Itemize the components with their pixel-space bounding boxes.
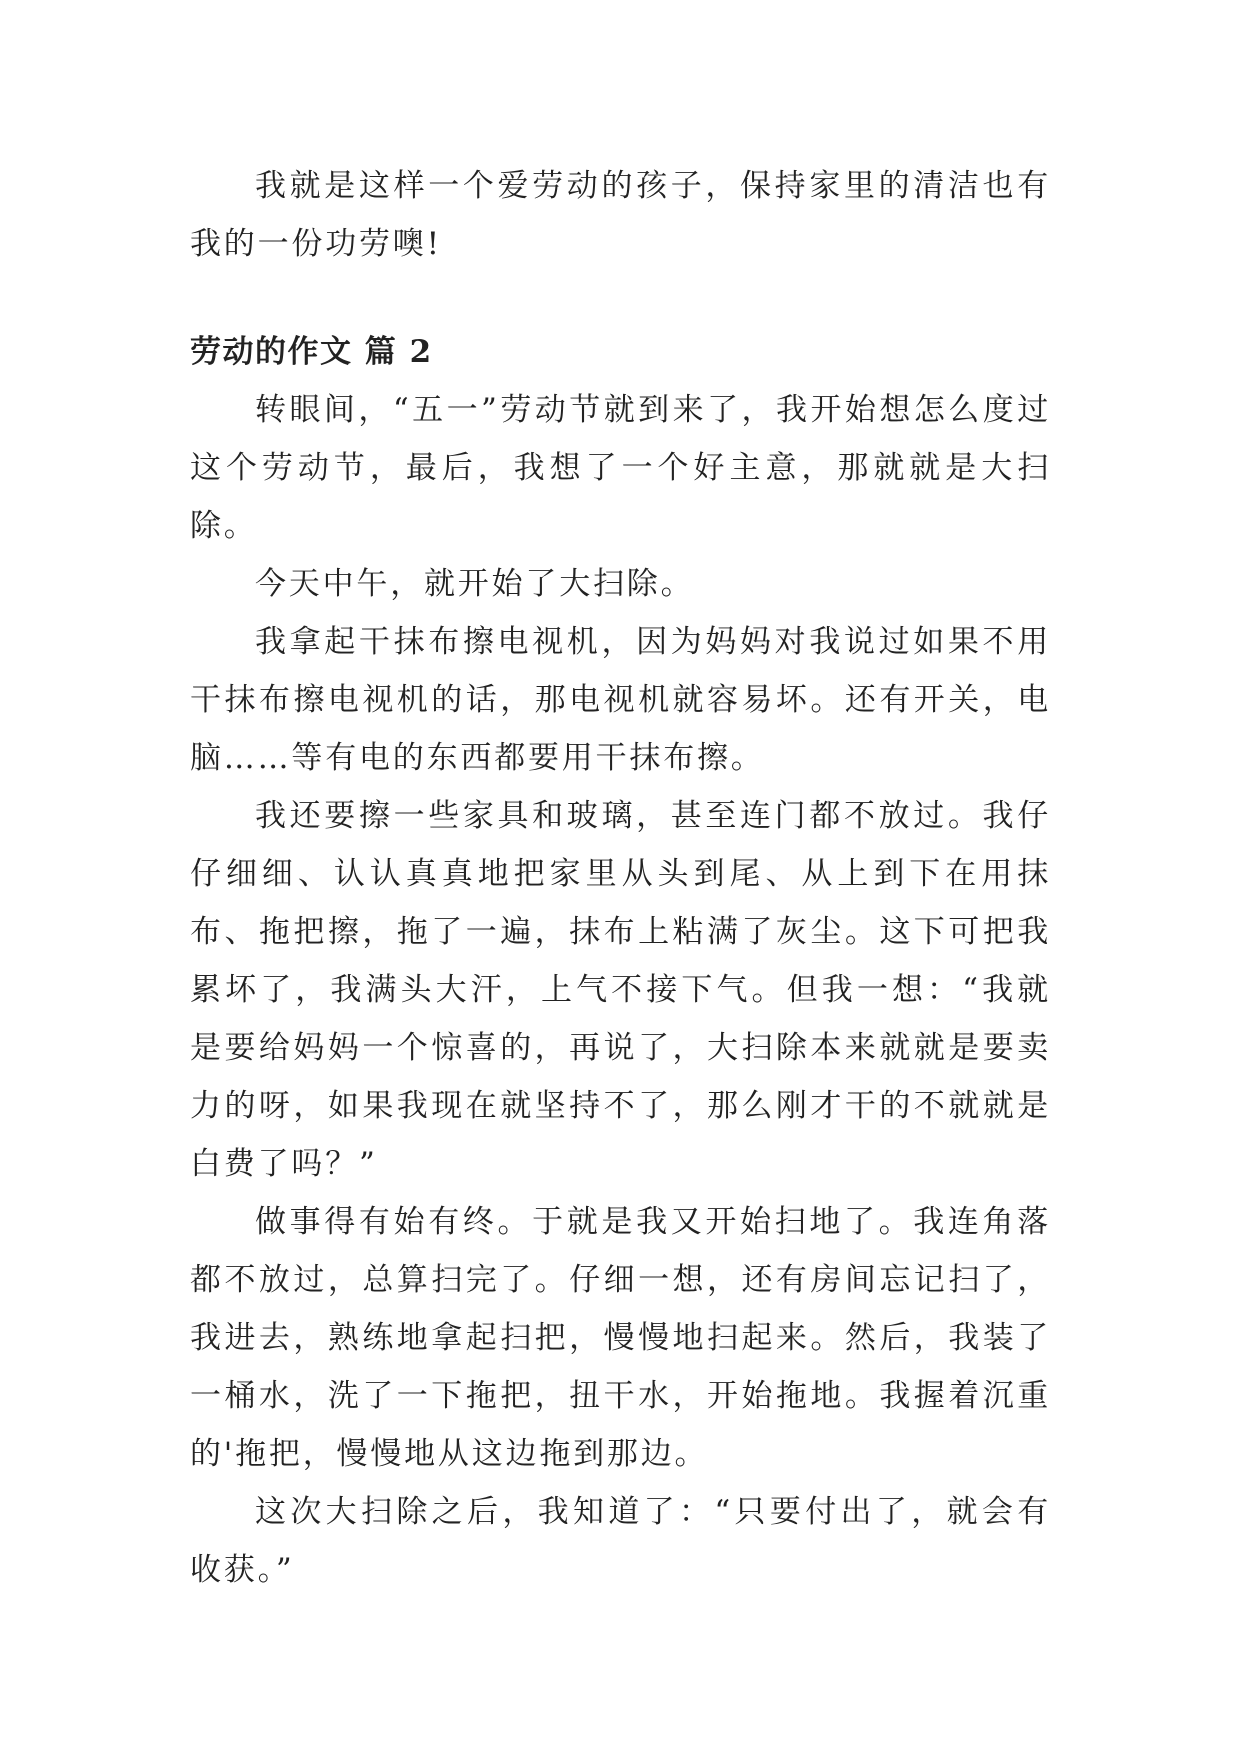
paragraph-3: 我拿起干抹布擦电视机，因为妈妈对我说过如果不用干抹布擦电视机的话，那电视机就容易坏。还有开关，电脑……等有电的东西都要用干抹布擦。 xyxy=(190,624,1051,776)
paragraph-4: 我还要擦一些家具和玻璃，甚至连门都不放过。我仔仔细细、认认真真地把家里从头到尾、从上到下在用抹布、拖把擦，拖了一遍，抹布上粘满了灰尘。这下可把我累坏了，我满头大汗，上气不接下气。但我一想：“我就是要给妈妈一个惊喜的，再说了，大扫除本来就就是要卖力的呀，如果我现在就坚持不了，那么刚才干的不就就是白费了吗？” xyxy=(190,798,1051,1182)
paragraph-2: 今天中午，就开始了大扫除。 xyxy=(255,566,695,602)
paragraph-6: 这次大扫除之后，我知道了：“只要付出了，就会有收获。” xyxy=(190,1494,1051,1588)
section-gap xyxy=(190,273,1051,323)
paragraph-1: 转眼间，“五一”劳动节就到来了，我开始想怎么度过这个劳动节，最后，我想了一个好主意，那就就是大扫除。 xyxy=(190,392,1051,544)
section-title: 劳动的作文 篇 2 xyxy=(190,334,433,370)
paragraph-5: 做事得有始有终。于就是我又开始扫地了。我连角落都不放过，总算扫完了。仔细一想，还有房间忘记扫了，我进去，熟练地拿起扫把，慢慢地扫起来。然后，我装了一桶水，洗了一下拖把，扭干水，开始拖地。我握着沉重的'拖把，慢慢地从这边拖到那边。 xyxy=(190,1204,1051,1472)
paragraph-conclusion-essay-1: 我就是这样一个爱劳动的孩子，保持家里的清洁也有我的一份功劳噢! xyxy=(190,168,1051,262)
